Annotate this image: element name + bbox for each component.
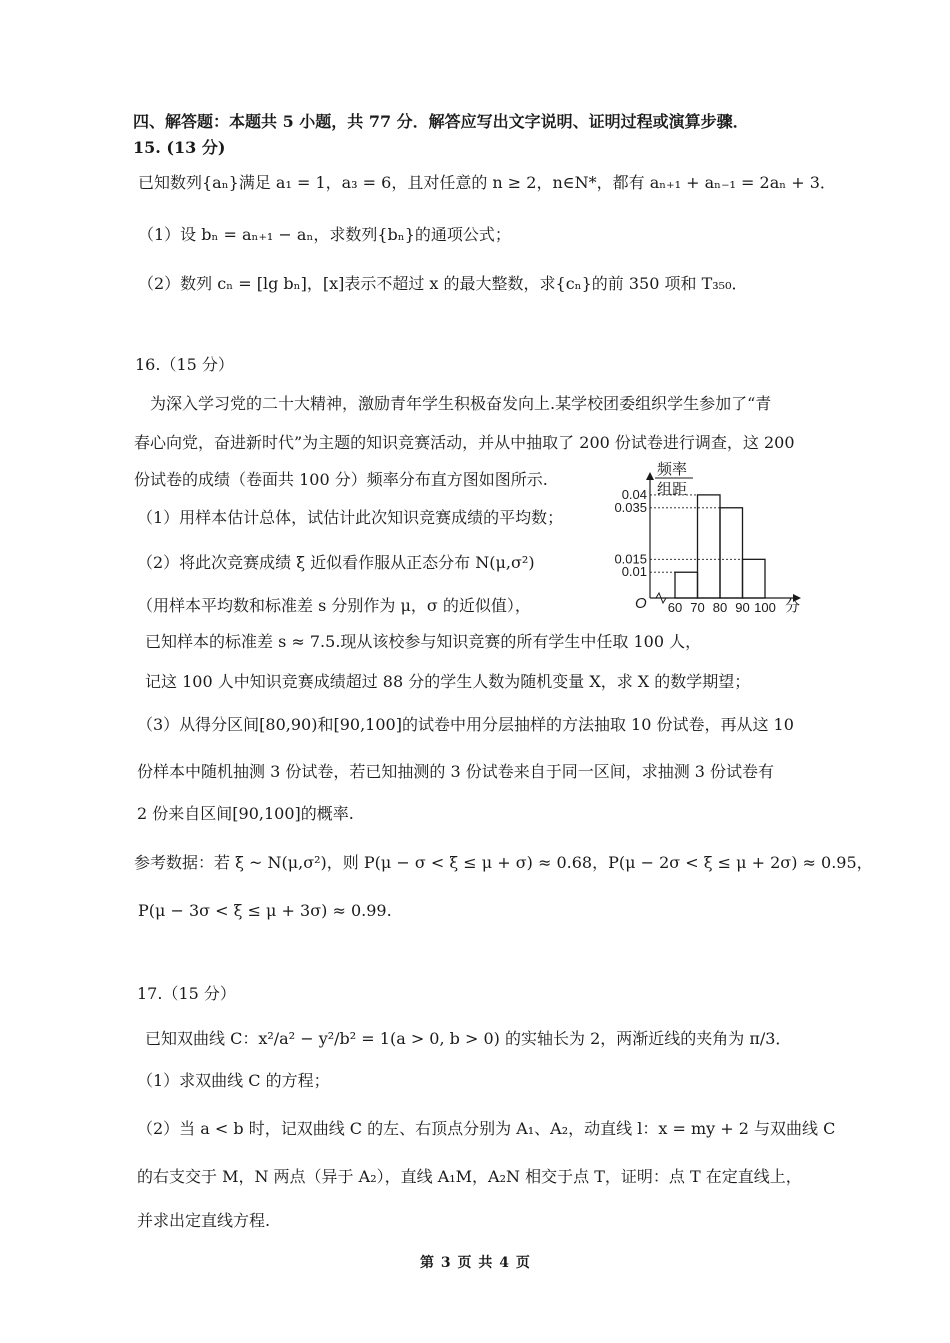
- q16-ref2: P(μ − 3σ < ξ ≤ μ + 3σ) ≈ 0.99.: [138, 901, 392, 920]
- q15-part2: （2）数列 cₙ = [lg bₙ]，[x]表示不超过 x 的最大整数，求{cₙ}的前 350 项和 T₃₅₀．: [138, 274, 748, 293]
- q16-part1: （1）用样本估计总体，试估计此次知识竞赛成绩的平均数；: [137, 508, 564, 527]
- frequency-histogram: [605, 460, 815, 620]
- chart-x-tick-70: 70: [690, 600, 705, 615]
- q15-part1: （1）设 bₙ = aₙ₊₁ − aₙ，求数列{bₙ}的通项公式；: [138, 225, 511, 244]
- chart-y-tick-0.04: 0.04: [621, 486, 647, 502]
- q16-ref1: 参考数据：若 ξ ~ N(μ,σ²)，则 P(μ − σ < ξ ≤ μ + σ) ≈ 0.68，P(μ − 2σ < ξ ≤ μ + 2σ) ≈ 0.95，: [134, 853, 873, 872]
- chart-origin-label: O: [635, 595, 647, 612]
- chart-xlabel: 分: [785, 598, 801, 615]
- q16-part2b: （用样本平均数和标准差 s 分别作为 μ，σ 的近似值），: [137, 596, 531, 615]
- q15-stem: 已知数列{aₙ}满足 a₁ = 1，a₃ = 6，且对任意的 n ≥ 2，n∈N*，都有 aₙ₊₁ + aₙ₋₁ = 2aₙ + 3．: [138, 173, 836, 192]
- chart-bar-70-80: [698, 495, 721, 598]
- chart-y-axis-arrow: [646, 472, 654, 480]
- chart-y-tick-0.015: 0.015: [614, 551, 647, 567]
- chart-ylabel-top: 频率: [657, 461, 688, 478]
- q16-part2d: 记这 100 人中知识竞赛成绩超过 88 分的学生人数为随机变量 X，求 X 的数学期望；: [145, 672, 751, 691]
- q17-part2b: 的右支交于 M，N 两点（异于 A₂），直线 A₁M，A₂N 相交于点 T，证明：点 T 在定直线上，: [137, 1167, 802, 1186]
- chart-ylabel-bottom: 组距: [657, 481, 688, 498]
- chart-x-tick-90: 90: [735, 600, 750, 615]
- section-header: 四、解答题：本题共 5 小题，共 77 分．解答应写出文字说明、证明过程或演算步骤．: [133, 112, 749, 131]
- q16-line1: 为深入学习党的二十大精神，激励青年学生积极奋发向上.某学校团委组织学生参加了“青: [150, 394, 772, 413]
- chart-bar-80-90: [720, 508, 743, 598]
- q17-title: 17.（15 分）: [137, 984, 236, 1003]
- chart-x-tick-100: 100: [754, 600, 776, 615]
- q16-part3c: 2 份来自区间[90,100]的概率.: [137, 804, 354, 823]
- q16-part3a: （3）从得分区间[80,90)和[90,100]的试卷中用分层抽样的方法抽取 10 份试卷，再从这 10: [137, 715, 794, 734]
- chart-y-tick-0.035: 0.035: [614, 499, 647, 515]
- chart-bar-60-70: [675, 572, 698, 598]
- q16-part3b: 份样本中随机抽测 3 份试卷，若已知抽测的 3 份试卷来自于同一区间，求抽测 3 份试卷有: [137, 762, 775, 781]
- q17-part2a: （2）当 a < b 时，记双曲线 C 的左、右顶点分别为 A₁、A₂，动直线 l：x = my + 2 与双曲线 C: [137, 1119, 836, 1138]
- q17-part2c: 并求出定直线方程.: [137, 1211, 271, 1230]
- page-footer: 第 3 页 共 4 页: [420, 1255, 531, 1271]
- chart-y-tick-0.01: 0.01: [621, 564, 647, 580]
- chart-bar-90-100: [743, 559, 766, 598]
- chart-x-tick-80: 80: [712, 600, 728, 615]
- q15-title: 15. (13 分): [133, 138, 226, 157]
- q16-part2c: 已知样本的标准差 s ≈ 7.5.现从该校参与知识竞赛的所有学生中任取 100 人，: [145, 632, 702, 651]
- chart-x-tick-60: 60: [667, 600, 683, 615]
- q16-part2a: （2）将此次竞赛成绩 ξ 近似看作服从正态分布 N(μ,σ²): [137, 553, 535, 572]
- q17-part1: （1）求双曲线 C 的方程；: [137, 1071, 330, 1090]
- q16-line3: 份试卷的成绩（卷面共 100 分）频率分布直方图如图所示.: [134, 470, 548, 489]
- q16-line2: 春心向党，奋进新时代”为主题的知识竞赛活动，并从中抽取了 200 份试卷进行调查，这 200: [134, 433, 795, 452]
- q16-title: 16.（15 分）: [135, 355, 234, 374]
- q17-stem: 已知双曲线 C：x²/a² − y²/b² = 1(a > 0, b > 0) 的实轴长为 2，两渐近线的夹角为 π/3．: [145, 1029, 792, 1048]
